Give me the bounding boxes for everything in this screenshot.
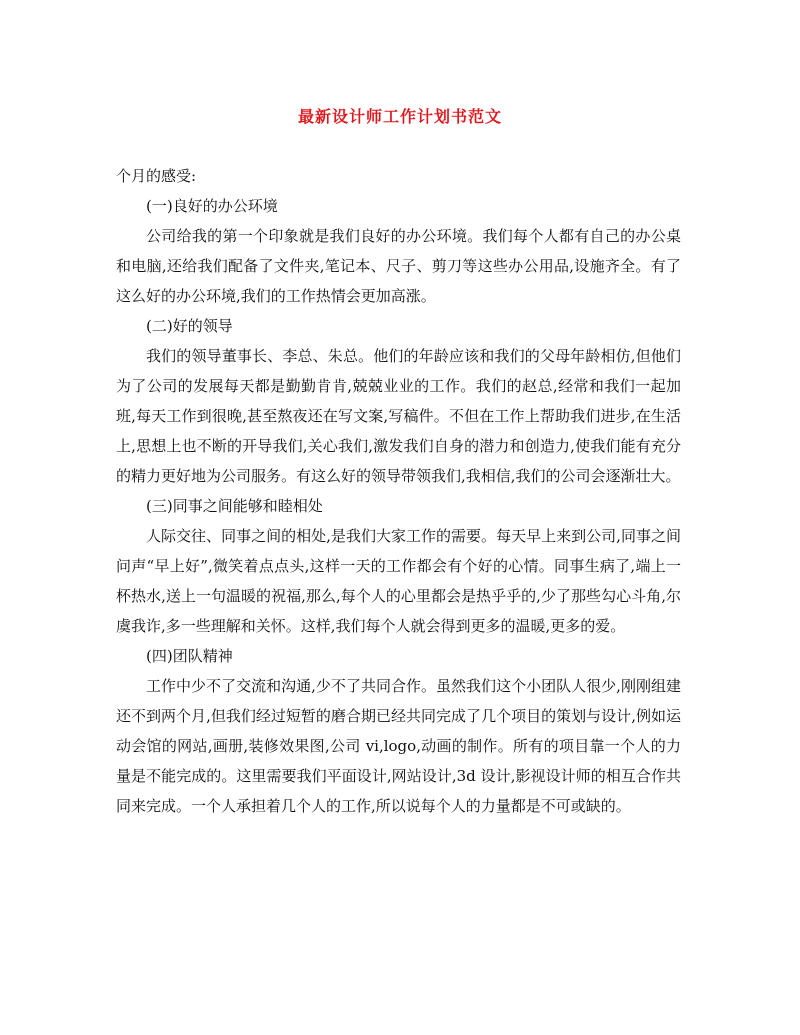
- section-paragraph: 我们的领导董事长、李总、朱总。他们的年龄应该和我们的父母年龄相仿,但他们为了公司的发展每天都是勤勤肯肯,兢兢业业的工作。我们的赵总,经常和我们一起加班,每天工作到很晚,甚至熬夜还在写文案,写稿件。不但在工作上帮助我们进步,在生活上,思想上也不断的开导我们,关心我们,激发我们自身的潜力和创造力,使我们能有充分的精力更好地为公司服务。有这么好的领导带领我们,我相信,我们的公司会逐渐壮大。: [116, 347, 681, 485]
- section-paragraph: 工作中少不了交流和沟通,少不了共同合作。虽然我们这个小团队人很少,刚刚组建还不到两个月,但我们经过短暂的磨合期已经共同完成了几个项目的策划与设计,例如运动会馆的网站,画册,装修效果图,公司 vi,logo,动画的制作。所有的项目靠一个人的力量是不能完成的。这里需要我们平面设计,网站设计,3d 设计,影视设计师的相互合作共同来完成。一个人承担着几个人的工作,所以说每个人的力量都是不可或缺的。: [116, 677, 681, 815]
- document-body: [116, 161, 681, 821]
- section-heading: (四)团队精神: [146, 647, 233, 665]
- document-title: 最新设计师工作计划书范文: [297, 107, 502, 126]
- intro-line: 个月的感受:: [116, 167, 197, 185]
- section-heading: (二)好的领导: [146, 317, 233, 335]
- section-heading: (一)良好的办公环境: [146, 197, 278, 215]
- section-heading: (三)同事之间能够和睦相处: [146, 497, 323, 515]
- section-paragraph: 人际交往、同事之间的相处,是我们大家工作的需要。每天早上来到公司,同事之间问声“早上好”,微笑着点点头,这样一天的工作都会有个好的心情。同事生病了,端上一杯热水,送上一句温暖的祝福,那么,每个人的心里都会是热乎乎的,少了那些勾心斗角,尔虞我诈,多一些理解和关怀。这样,我们每个人就会得到更多的温暖,更多的爱。: [116, 527, 681, 635]
- section-paragraph: 公司给我的第一个印象就是我们良好的办公环境。我们每个人都有自己的办公桌和电脑,还给我们配备了文件夹,笔记本、尺子、剪刀等这些办公用品,设施齐全。有了这么好的办公环境,我们的工作热情会更加高涨。: [116, 227, 681, 305]
